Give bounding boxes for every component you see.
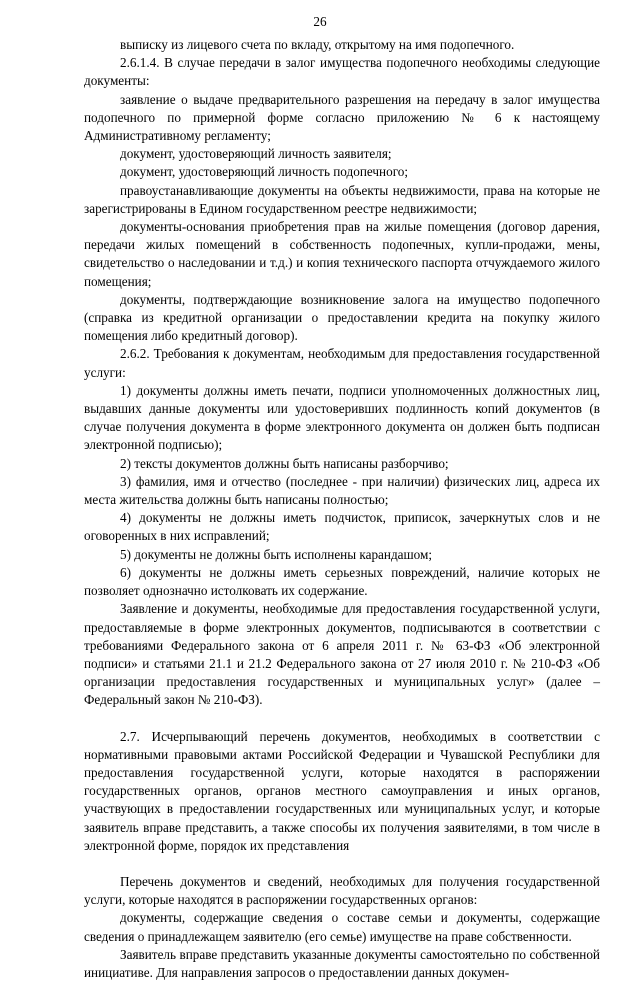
paragraph: 1) документы должны иметь печати, подписи уполномоченных должностных лиц, выдавших данные документы или удостоверивших подлинность копий документов (в случае получения документа в форме электронного документа он должен быть подписан электронной подписью); [84, 382, 600, 453]
paragraph: 5) документы не должны быть исполнены карандашом; [120, 546, 433, 562]
paragraph: 2) тексты документов должны быть написаны разборчиво; [120, 455, 449, 471]
paragraph: документы, подтверждающие возникновение залога на имущество подопечного (справка из кредитной организации о предоставлении кредита на покупку жилого помещения либо кредитный договор). [84, 291, 600, 344]
paragraph: 3) фамилия, имя и отчество (последнее - при наличии) физических лиц, адреса их места жительства должны быть написаны полностью; [84, 473, 600, 508]
section-heading-2-7: 2.7. Исчерпывающий перечень документов, необходимых в соответствии с нормативными правовыми актами Российской Федерации и Чувашской Республики для предоставления государственной услуги, которые находятся в распоряжении государственных органов, органов местного самоуправления и иных органов, участвующих в предоставлении государственных или муниципальных услуг, и которые заявитель вправе представить, а также способы их получения заявителями, в том числе в электронной форме, порядок их представления [84, 728, 600, 853]
paragraph: Заявитель вправе представить указанные документы самостоятельно по собственной инициативе. Для направления запросов о предоставлении данных докумен- [84, 946, 600, 980]
paragraph: 2.6.1.4. В случае передачи в залог имущества подопечного необходимы следующие документы: [84, 55, 600, 89]
page-number: 26 [313, 14, 327, 29]
document-body [84, 36, 600, 982]
paragraph: правоустанавливающие документы на объекты недвижимости, права на которые не зарегистрированы в Едином государственном реестре недвижимости; [84, 182, 600, 216]
paragraph: документы-основания приобретения прав на жилые помещения (договор дарения, передачи жилых помещений в собственность подопечных, купли-продажи, мены, свидетельство о наследовании и т.д.) и копия технического паспорта отчуждаемого жилого помещения; [84, 219, 600, 289]
paragraph: выписку из лицевого счета по вкладу, открытому на имя подопечного. [120, 37, 515, 52]
spacer [84, 855, 600, 873]
paragraph: документ, удостоверяющий личность заявителя; [120, 146, 392, 162]
paragraph: документ, удостоверяющий личность подопечного; [120, 164, 409, 180]
paragraph: 2.6.2. Требования к документам, необходимым для предоставления государственной услуги: [84, 346, 600, 380]
paragraph: Перечень документов и сведений, необходимых для получения государственной услуги, которые находятся в распоряжении государственных органов: [84, 873, 600, 908]
paragraph: заявление о выдаче предварительного разрешения на передачу в залог имущества подопечного по примерной форме согласно приложению № 6 к настоящему Административному регламенту; [84, 91, 600, 144]
paragraph: 4) документы не должны иметь подчисток, приписок, зачеркнутых слов и не оговоренных в них исправлений; [84, 510, 600, 544]
paragraph: документы, содержащие сведения о составе семьи и документы, содержащие сведения о принадлежащем заявителю (его семье) имуществе на праве собственности. [84, 910, 600, 944]
paragraph: 6) документы не должны иметь серьезных повреждений, наличие которых не позволяет однозначно истолковать их содержание. [84, 564, 600, 599]
spacer [84, 710, 600, 728]
paragraph: Заявление и документы, необходимые для предоставления государственной услуги, предоставляемые в форме электронных документов, подписываются в соответствии с требованиями Федерального закона от 6 апреля 2011 г. № 63-ФЗ «Об электронной подписи» и статьями 21.1 и 21.2 Федерального закона от 27 июля 2010 г. № 210-ФЗ «Об организации предоставления государственных и муниципальных услуг» (далее – Федеральный закон № 210-ФЗ). [84, 601, 600, 708]
